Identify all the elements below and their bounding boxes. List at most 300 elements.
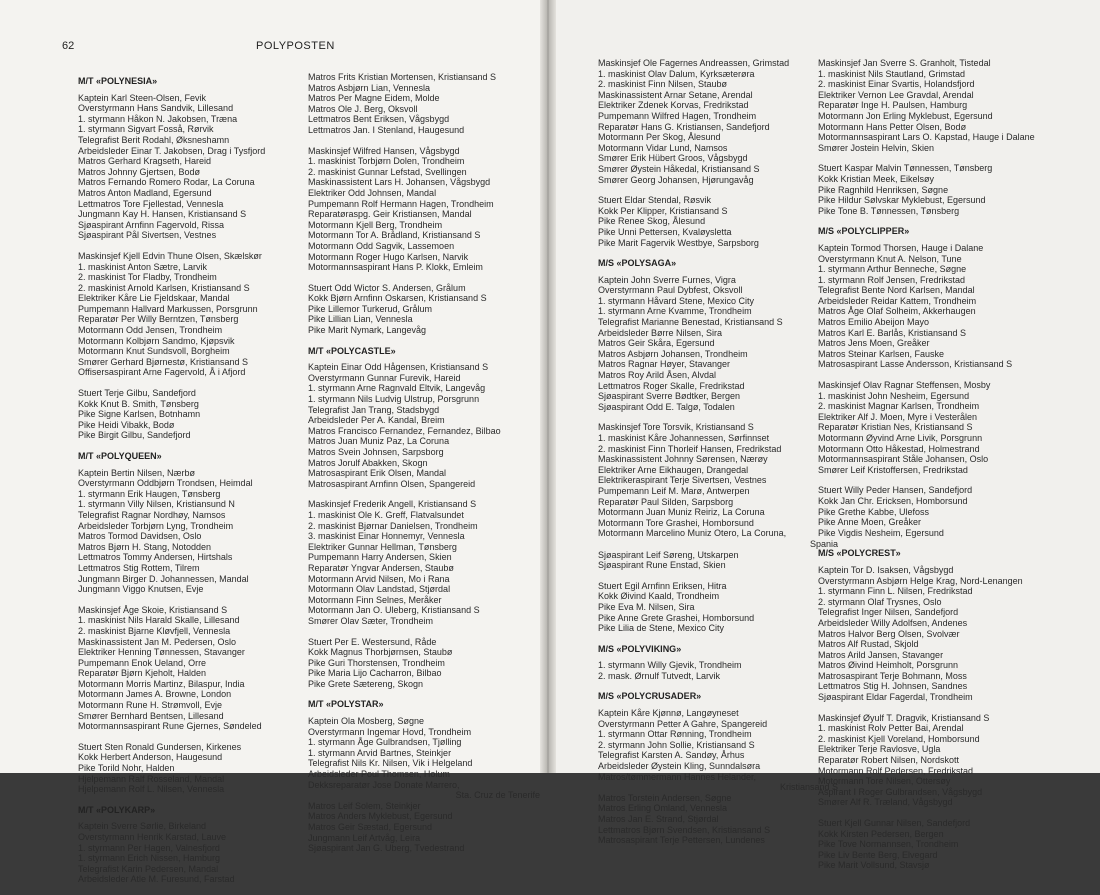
left-column-1 [78, 74, 296, 895]
crew-block [308, 499, 540, 626]
crew-entry: Sjøaspirant Eldar Fagerdal, Trondheim [818, 692, 973, 703]
crew-entry: Pike Unni Pettersen, Kvaløysletta [598, 226, 732, 237]
crew-block [78, 93, 296, 241]
crew-entry: Matros Asbjørn Lian, Vennesla [308, 82, 431, 93]
crew-entry: Elektriker Alf J. Moen, Myre i Vesterålen [818, 411, 978, 422]
crew-entry: Lettmatros Roger Skalle, Fredrikstad [598, 380, 745, 391]
ship-section [308, 346, 540, 690]
crew-entry: Kaptein Bertin Nilsen, Nærbø [78, 467, 196, 478]
crew-entry: Matros Leif Solem, Steinkjer [308, 800, 421, 811]
crew-entry: Maskinsjef Wilfred Hansen, Vågsbygd [308, 145, 460, 156]
page-number: 62 [62, 40, 75, 52]
crew-entry: 3. maskinist Einar Honnemyr, Vennesla [308, 531, 465, 542]
crew-entry: Kokk Bjørn Arnfinn Oskarsen, Kristiansand S [308, 293, 487, 304]
crew-entry: Smører Erik Hübert Groos, Vågsbygd [598, 153, 748, 164]
crew-entry: Reparatør Yngvar Andersen, Staubø [308, 562, 454, 573]
crew-entry: 1. maskinist Torbjørn Dolen, Trondheim [308, 156, 465, 167]
crew-entry: Lettmatros Bjørn Svendsen, Kristiansand S [598, 824, 771, 835]
crew-block [78, 468, 296, 595]
crew-entry: Maskinsjef Øyulf T. Dragvik, Kristiansand S [818, 712, 990, 723]
crew-entry: Maskinsjef Frederik Angell, Kristiansand S [308, 499, 477, 510]
crew-entry: 1. styrmann Arvid Bartnes, Steinkjer [308, 747, 452, 758]
crew-entry: Maskinsjef Tore Torsvik, Kristiansand S [598, 422, 754, 433]
crew-entry: Pike Grethe Kabbe, Ulefoss [818, 506, 930, 517]
crew-entry: Pumpemann Enok Ueland, Orre [78, 657, 207, 668]
ship-section [78, 805, 296, 885]
crew-block [308, 716, 540, 854]
crew-entry: Reparatør Kristian Nes, Kristiansand S [818, 422, 973, 433]
ship-heading: M/T «POLYQUEEN» [78, 451, 162, 461]
crew-entry: 1. maskinist Nils Stautland, Grimstad [818, 68, 966, 79]
crew-entry: Pike Torild Nohr, Halden [78, 763, 175, 774]
crew-entry: Motormannsaspirant Ståle Johansen, Oslo [818, 454, 989, 465]
crew-entry: Pike Vigdis Nesheim, Egersund [818, 527, 944, 538]
crew-entry: Lettmatros Tore Fjellestad, Vennesla [78, 198, 224, 209]
crew-entry: Motormann Olav Landstad, Stjørdal [308, 584, 451, 595]
ship-section [78, 451, 296, 795]
crew-entry: Maskinsjef Jan Sverre S. Granholt, Tistedal [818, 58, 991, 68]
crew-entry: Pike Lilia de Stene, Mexico City [598, 623, 725, 634]
crew-entry: 1. styrmann Erik Haugen, Tønsberg [78, 488, 221, 499]
crew-entry: Smører Olav Sæter, Trondheim [308, 615, 434, 626]
crew-entry: Kaptein John Sverre Furnes, Vigra [598, 274, 736, 285]
crew-entry: Stuert Kaspar Malvin Tønnessen, Tønsberg [818, 163, 993, 174]
crew-entry: Motormann Otto Håkestad, Holmestrand [818, 443, 980, 454]
crew-entry: Reparatøraspg. Geir Kristiansen, Mandal [308, 209, 472, 220]
crew-entry: Aspirant I Roger Gulbrandsen, Vågsbygd [818, 786, 983, 797]
crew-entry: Matrosaspirant Arnfinn Olsen, Spangereid [308, 478, 476, 489]
crew-entry: 2. maskinist Tor Fladby, Trondheim [78, 272, 217, 283]
crew-entry: Matrosaspirant Lasse Andersson, Kristiansand S [818, 359, 1013, 370]
crew-entry: Sjøaspirant Pål Sivertsen, Vestnes [78, 230, 217, 241]
crew-entry: Reparatør Robert Nilsen, Nordskott [818, 755, 960, 766]
crew-entry: Matros Asbjørn Johansen, Trondheim [598, 348, 748, 359]
crew-entry: Motormann Odd Jensen, Trondheim [78, 325, 223, 336]
crew-entry: Matrosaspirant Terje Bohmann, Moss [818, 670, 967, 681]
crew-entry: Matros Svein Johnsen, Sarpsborg [308, 447, 444, 457]
ship-section [598, 58, 838, 248]
crew-entry: Motormann Hans Petter Olsen, Bodø [818, 121, 967, 132]
crew-entry: Sjøaspirant Leif Søreng, Utskarpen [598, 549, 739, 560]
crew-entry: Reparatør Bjørn Kjeholt, Halden [78, 668, 207, 679]
crew-entry: Lettmatros Stig Rottem, Tilrem [78, 562, 200, 573]
crew-entry: 2. maskinist Arnold Karlsen, Kristiansand S [78, 282, 250, 293]
crew-entry: Maskinassistent Arnar Setane, Arendal [598, 89, 753, 100]
crew-entry: Matros Jorulf Abakken, Skogn [308, 457, 428, 468]
ship-heading: M/S «POLYSAGA» [598, 258, 677, 269]
crew-entry: Matros Per Magne Eidem, Molde [308, 93, 440, 104]
crew-entry: Sjøaspirant Jan G. Uberg, Tvedestrand [308, 843, 465, 854]
crew-entry: Kaptein Sverre Sørlie, Birkeland [78, 821, 207, 832]
crew-block [818, 485, 1068, 538]
crew-entry: Arbeidsleder Øystein Kling, Sunndalsøra [598, 761, 761, 772]
crew-block [598, 275, 838, 413]
crew-entry: Pike Maria Lijo Cacharron, Bilbao [308, 668, 442, 679]
right-column-1 [598, 58, 838, 856]
crew-entry: Sjøaspirant Arnfinn Fagervold, Rissa [78, 219, 225, 230]
crew-entry: 1. maskinist Anton Sætre, Larvik [78, 261, 208, 272]
crew-entry: Maskinsjef Ole Fagernes Andreassen, Grimstad [598, 58, 790, 68]
crew-entry: Motormann Jan O. Uleberg, Kristiansand S [308, 605, 480, 616]
crew-entry: Kokk Magnus Thorbjørnsen, Staubø [308, 647, 453, 658]
crew-entry: Kaptein Tormod Thorsen, Hauge i Dalane [818, 242, 984, 253]
left-page [0, 0, 546, 885]
crew-entry: 2. maskinist Bjørnar Danielsen, Trondheim [308, 520, 478, 531]
crew-entry: Lettmatros Stig H. Johnsen, Sandnes [818, 681, 968, 692]
crew-entry: 1. styrmann Nils Ludvig Ulstrup, Porsgrunn [308, 394, 480, 405]
crew-block [818, 565, 1068, 703]
crew-entry: Offisersaspirant Arne Fagervold, Å i Afjord [78, 367, 246, 378]
crew-entry: Lettmatros Tommy Andersen, Hirtshals [78, 552, 233, 563]
crew-entry: Matros Øivind Heimholt, Porsgrunn [818, 660, 959, 671]
ship-heading: M/S «POLYCRUSADER» [598, 691, 702, 702]
crew-entry: 2. styrmann Olaf Trysnes, Oslo [818, 596, 942, 607]
crew-entry: Matros Ole J. Berg, Oksvoll [308, 103, 418, 114]
crew-entry: 1. styrmann Arthur Benneche, Søgne [818, 264, 967, 275]
crew-entry: Elektriker Vernon Lee Gravdal, Arendal [818, 89, 974, 100]
ship-heading: M/S «POLYVIKING» [598, 643, 682, 654]
crew-entry: Sjøaspirant Sverre Bødtker, Bergen [598, 391, 741, 402]
crew-entry: Matros Francisco Fernandez, Fernandez, Bilbao [308, 425, 501, 436]
crew-entry: Arbeidsleder Einar T. Jakobsen, Drag i Tysfjord [78, 145, 266, 156]
crew-block [818, 58, 1068, 153]
crew-entry: 1. styrmann Arne Ragnvald Eltvik, Langevåg [308, 383, 486, 394]
crew-entry: Pike Liv Bente Berg, Elvegard [818, 849, 938, 860]
crew-entry: Motormann Vidar Lund, Namsos [598, 142, 728, 153]
crew-entry: Reparatør Paul Silden, Sarpsborg [598, 496, 734, 507]
crew-entry: Pumpemann Rolf Hermann Hagen, Trondheim [308, 198, 494, 209]
crew-entry: Motormann Jon Erling Myklebust, Egersund [818, 110, 993, 121]
ship-section [598, 258, 838, 634]
crew-entry: 1. maskinist Nils Harald Skalle, Lillesand [78, 615, 240, 626]
crew-block [598, 422, 838, 570]
crew-entry: Matros Erling Omland, Vennesla [598, 803, 728, 814]
crew-entry: Stuert Eldar Stendal, Røsvik [598, 195, 712, 206]
crew-entry: Pumpemann Wilfred Hagen, Trondheim [598, 110, 757, 121]
crew-entry: Motormann Knut Sundsvoll, Borgheim [78, 346, 230, 357]
crew-entry: Motormann Per Skog, Ålesund [598, 132, 721, 143]
crew-entry: Matros/tømmermann Hannes Helander, [598, 771, 757, 782]
crew-block [78, 251, 296, 378]
crew-entry: Telegrafist Karsten A. Sandøy, Århus [598, 750, 745, 761]
crew-entry: Overstyrmann Ingemar Hovd, Trondheim [308, 726, 472, 737]
crew-entry: Kokk Kristian Meek, Eikelsøy [818, 173, 935, 184]
crew-entry: Telegrafist Karin Pedersen, Mandal [78, 863, 219, 874]
crew-entry: Elektriker Terje Ravlosve, Ugla [818, 744, 941, 755]
crew-entry: Pumpemann Leif M. Marø, Antwerpen [598, 485, 750, 496]
crew-entry: 1. styrmann Arne Kvamme, Trondheim [598, 306, 752, 317]
crew-block [818, 163, 1068, 216]
crew-entry: Elektriker Gunnar Hellman, Tønsberg [308, 541, 457, 552]
crew-entry: Overstyrmann Asbjørn Helge Krag, Nord-Lenangen [818, 575, 1023, 586]
crew-entry: Stuert Terje Gilbu, Sandefjord [78, 388, 196, 399]
crew-entry: 1. maskinist Kåre Johannessen, Sørfinnset [598, 433, 770, 443]
ship-heading: M/T «POLYCASTLE» [308, 345, 396, 356]
crew-entry: Elektriker Zdenek Korvas, Fredrikstad [598, 100, 749, 111]
crew-entry: Elektriker Henning Tønnessen, Stavanger [78, 647, 245, 658]
crew-entry: Motormann Morris Martinz, Bilaspur, India [78, 678, 245, 689]
crew-entry: Matros Steinar Karlsen, Fauske [818, 348, 945, 359]
crew-entry: Matros Åge Olaf Solheim, Akkerhaugen [818, 306, 976, 317]
crew-entry: Kokk Herbert Anderson, Haugesund [78, 752, 223, 763]
crew-entry: Hjelpemann Ralf Rosseland, Mandal [78, 773, 225, 784]
crew-entry: Arbeidsleder Poul Thomsen, Holum [308, 769, 450, 780]
crew-block [78, 821, 296, 885]
crew-entry: Overstyrmann Oddbjørn Trondsen, Heimdal [78, 478, 253, 489]
crew-entry: 2. maskinist Finn Thorleif Hansen, Fredrikstad [598, 443, 782, 454]
crew-entry: Motormann James A. Browne, London [78, 689, 232, 700]
crew-entry: Motormannsaspirant Lars O. Kapstad, Hauge i Dalane [818, 132, 1035, 143]
crew-entry: Stuert Odd Wictor S. Andersen, Grålum [308, 282, 466, 293]
crew-entry: 1. styrmann Sigvart Fosså, Rørvik [78, 124, 214, 135]
crew-entry: Stuert Per E. Westersund, Råde [308, 636, 437, 647]
crew-entry: Pike Guri Thorstensen, Trondheim [308, 657, 445, 668]
crew-entry: Stuert Willy Peder Hansen, Sandefjord [818, 485, 973, 496]
crew-entry: Overstyrmann Hans Sandvik, Lillesand [78, 103, 234, 114]
crew-entry: Overstyrmann Knut A. Nelson, Tune [818, 253, 962, 264]
crew-entry: Matros Geir Sæstad, Egersund [308, 822, 433, 832]
crew-entry: Motormann Rolf Pedersen, Fredrikstad [818, 765, 974, 776]
ship-heading: M/T «POLYKARP» [78, 804, 156, 815]
crew-entry: Matros Tormod Davidsen, Oslo [78, 531, 202, 542]
crew-entry: Maskinassistent Johnny Sørensen, Nærøy [598, 454, 768, 465]
crew-entry: Pike Lillian Lian, Vennesla [308, 314, 413, 325]
crew-entry: 2. styrmann John Sollie, Kristiansand S [598, 739, 755, 750]
crew-entry: Arbeidsleder Torbjørn Lyng, Trondheim [78, 520, 234, 531]
crew-entry: Matros Gerhard Kragseth, Hareid [78, 156, 212, 167]
crew-entry: Kaptein Einar Odd Hågensen, Kristiansand S [308, 362, 489, 373]
crew-entry: Motormann Roger Hugo Karlsen, Narvik [308, 251, 469, 262]
crew-entry: Pike Heidi Vibakk, Bodø [78, 419, 175, 430]
crew-entry: Smører Øystein Håkedal, Kristiansand S [598, 163, 760, 174]
crew-entry: Pike Tove Normannsen, Trondheim [818, 839, 959, 850]
crew-entry: Matros Anders Myklebust, Egersund [308, 811, 453, 822]
crew-entry: Pike Grete Sætereng, Skogn [308, 678, 424, 689]
crew-entry: Matros Johnny Gjertsen, Bodø [78, 166, 201, 177]
crew-entry: Matrosaspirant Terje Pettersen, Lundenes [598, 835, 765, 846]
crew-block [598, 708, 838, 846]
ship-section [598, 691, 838, 845]
crew-block [598, 581, 838, 634]
crew-entry: Motormann Arvid Nilsen, Mo i Rana [308, 573, 450, 584]
crew-entry: 1. styrmann Villy Nilsen, Kristiansund N [78, 499, 235, 510]
crew-entry: Jungmann Birger D. Johannessen, Mandal [78, 573, 249, 584]
crew-entry: Jungmann Kay H. Hansen, Kristiansand S [78, 209, 247, 220]
crew-entry: Pumpemann Hallvard Markussen, Porsgrunn [78, 303, 258, 314]
ship-heading: M/S «POLYCLIPPER» [818, 226, 910, 237]
crew-entry: Matros Fernando Romero Rodar, La Coruna [78, 177, 255, 188]
crew-block [78, 742, 296, 795]
crew-entry: Lettmatros Jan. I Stenland, Haugesund [308, 124, 465, 135]
crew-block [598, 58, 838, 185]
crew-entry: Maskinsjef Åge Skoie, Kristiansand S [78, 604, 228, 615]
crew-entry: Overstyrmann Gunnar Furevik, Hareid [308, 372, 461, 383]
crew-entry: Kokk Jan Chr. Ericksen, Homborsund [818, 495, 968, 506]
crew-entry: Arbeidsleder Atle M. Furesund, Farstad [78, 874, 235, 885]
crew-entry: Smører Bernhard Bentsen, Lillesand [78, 710, 224, 721]
crew-block [598, 660, 838, 681]
crew-entry: 1. styrmann Håkon N. Jakobsen, Træna [78, 113, 238, 124]
crew-entry: Telegrafist Jan Trang, Stadsbygd [308, 404, 440, 415]
crew-entry: Pike Tone B. Tønnessen, Tønsberg [818, 205, 960, 216]
crew-entry: Pike Anne Moen, Greåker [818, 517, 922, 528]
crew-entry: Pike Marit Nymark, Langevåg [308, 325, 427, 336]
crew-entry: Kokk Per Klipper, Kristiansand S [598, 205, 728, 216]
crew-entry: Overstyrmann Paul Dybfest, Oksvoll [598, 285, 743, 296]
crew-entry: Maskinsjef Olav Ragnar Steffensen, Mosby [818, 380, 991, 391]
crew-entry: Sjøaspirant Rune Enstad, Skien [598, 560, 726, 571]
crew-entry: Smører Leif Kristoffersen, Fredrikstad [818, 464, 968, 475]
crew-entry: Kokk Kirsten Pedersen, Bergen [818, 828, 944, 839]
crew-entry: Pike Marit Vollsund, Stavsjø [818, 860, 930, 871]
right-column-2 [818, 58, 1068, 881]
crew-entry: 1. styrmann Rolf Jensen, Fredrikstad [818, 274, 966, 285]
crew-entry: Smører Alf R. Træland, Vågsbygd [818, 797, 953, 808]
crew-entry: 2. maskinist Einar Svartis, Holandsfjord [818, 79, 975, 90]
crew-entry: Kaptein Ola Mosberg, Søgne [308, 716, 425, 727]
crew-entry: Matros Emilio Abeijon Mayo [818, 317, 930, 328]
crew-entry: 1. styrmann Åge Gulbrandsen, Tjølling [308, 737, 462, 748]
crew-entry: Kaptein Karl Steen-Olsen, Fevik [78, 92, 207, 103]
crew-entry: Kristiansand S [779, 782, 838, 793]
crew-entry: 2. maskinist Bjarne Kløvfjell, Vennesla [78, 625, 231, 636]
crew-entry: Smører Gerhard Bjørnestø, Kristiansand S [78, 356, 249, 367]
crew-entry: Motormannsaspirant Rune Gjernes, Søndeled [78, 721, 262, 732]
ship-heading: M/T «POLYSTAR» [308, 699, 384, 710]
crew-entry: Elektriker Arne Eikhaugen, Drangedal [598, 464, 749, 475]
crew-block [308, 146, 540, 273]
crew-entry: Motormann Rune H. Strømvoll, Evje [78, 700, 223, 711]
ship-section [78, 76, 296, 441]
crew-entry: Elektriker Odd Johnsen, Mandal [308, 187, 437, 198]
crew-entry: Matros Anton Madland, Egersund [78, 187, 212, 198]
crew-entry: Maskinassistent Jan M. Pedersen, Oslo [78, 636, 237, 647]
crew-block [818, 713, 1068, 808]
crew-entry: Stuert Kjell Gunnar Nilsen, Sandefjord [818, 818, 971, 828]
left-column-2 [308, 72, 540, 864]
crew-entry: Pike Marit Fagervik Westbye, Sarpsborg [598, 237, 759, 248]
crew-block [598, 195, 838, 248]
crew-entry: 2. maskinist Kjell Voreland, Homborsund [818, 733, 980, 744]
crew-block [818, 818, 1068, 871]
crew-entry: Matros Ragnar Høyer, Stavanger [598, 359, 731, 370]
crew-entry: Smører Jostein Helvin, Skien [818, 142, 935, 153]
crew-entry: Telegrafist Inger Nilsen, Sandefjord [818, 607, 959, 618]
crew-entry: Kokk Knut B. Smith, Tønsberg [78, 398, 199, 409]
crew-entry: Matros Frits Kristian Mortensen, Kristiansand S [308, 72, 497, 82]
crew-entry: Jungmann Viggo Knutsen, Evje [78, 584, 204, 595]
crew-entry: Motormann Kjell Berg, Trondheim [308, 219, 443, 230]
crew-entry: Kokk Øivind Kaald, Trondheim [598, 591, 720, 602]
ship-heading: M/T «POLYNESIA» [78, 76, 158, 86]
crew-block [818, 380, 1068, 475]
crew-entry: Matros Geir Skåra, Egersund [598, 338, 715, 349]
crew-entry: Pike Birgit Gilbu, Sandefjord [78, 430, 191, 441]
crew-block [78, 388, 296, 441]
crew-block [308, 362, 540, 489]
ship-heading: M/S «POLYCREST» [818, 548, 901, 559]
crew-entry: Motormann Odd Sagvik, Lassemoen [308, 240, 455, 251]
crew-entry: Kaptein Tor D. Isaksen, Vågsbygd [818, 564, 954, 575]
crew-entry: Elektrikeraspirant Terje Sivertsen, Vestnes [598, 475, 767, 486]
crew-entry: Motormann Tore Nilsen, Ottersøy [818, 776, 951, 787]
ship-section [818, 226, 1068, 538]
crew-entry: Pike Signe Karlsen, Botnhamn [78, 409, 201, 420]
crew-entry: 1. styrmann Ottar Rønning, Trondheim [598, 729, 752, 740]
crew-entry: Maskinsjef Kjell Edvin Thune Olsen, Skælskør [78, 250, 262, 261]
crew-entry: 2. maskinist Finn Nilsen, Staubø [598, 79, 728, 90]
crew-entry: Jungmann Leif Artvåg, Leira [308, 832, 421, 843]
crew-entry: 1. styrmann Per Hagen, Valnesfjord [78, 842, 220, 853]
crew-entry: Motormann Tore Grashei, Homborsund [598, 517, 754, 528]
crew-entry: Motormannsaspirant Hans P. Klokk, Emleim [308, 262, 483, 273]
book-gutter [540, 0, 556, 773]
crew-entry: Elektriker Kåre Lie Fjeldskaar, Mandal [78, 293, 230, 304]
crew-block [308, 72, 540, 136]
crew-entry: Motormann Juan Muniz Reiriz, La Coruna [598, 507, 765, 518]
crew-entry: Smører Georg Johansen, Hjørungavåg [598, 174, 754, 185]
crew-entry: 2. maskinist Magnar Karlsen, Trondheim [818, 401, 980, 412]
ship-section [598, 644, 838, 682]
ship-section [818, 58, 1068, 216]
crew-entry: Matros Karl E. Barlås, Kristiansand S [818, 327, 967, 338]
crew-block [308, 283, 540, 336]
crew-entry: Pike Eva M. Nilsen, Sira [598, 601, 695, 612]
crew-entry: Pumpemann Harry Andersen, Skien [308, 552, 452, 563]
crew-block [308, 637, 540, 690]
crew-entry: Telegrafist Berit Rodahl, Øksneshamn [78, 134, 230, 145]
crew-entry: Motormann Kolbjørn Sandmo, Kjøpsvik [78, 335, 235, 346]
crew-entry: 1. styrmann Willy Gjevik, Trondheim [598, 660, 742, 671]
crew-entry: Matros Jan E. Strand, Stjørdal [598, 814, 719, 824]
crew-entry: Matros Juan Muniz Paz, La Coruna [308, 436, 450, 447]
crew-entry: Motormann Øyvind Arne Livik, Porsgrunn [818, 433, 983, 443]
crew-entry: 1. styrmann Håvard Stene, Mexico City [598, 295, 755, 306]
crew-entry: Stuert Sten Ronald Gundersen, Kirkenes [78, 741, 242, 752]
crew-entry: Pike Hildur Sølvskar Myklebust, Egersund [818, 195, 986, 206]
crew-entry: Arbeidsleder Per A. Kandal, Breim [308, 415, 445, 426]
crew-entry: Motormann Tor A. Brådland, Kristiansand S [308, 230, 481, 241]
crew-entry: Telegrafist Bente Nord Karlsen, Mandal [818, 285, 975, 296]
crew-entry: Matros Alf Rustad, Skjold [818, 639, 919, 650]
crew-entry: Overstyrmann Henrik Karstad, Lauve [78, 832, 227, 842]
crew-entry: Reparatør Hans G. Kristiansen, Sandefjord [598, 121, 770, 132]
crew-entry: 1. maskinist John Nesheim, Egersund [818, 390, 970, 401]
crew-entry: Telegrafist Nils Kr. Nilsen, Vik i Helgeland [308, 758, 473, 769]
crew-entry: Pike Renee Skog, Ålesund [598, 216, 706, 227]
crew-entry: 2. mask. Ørnulf Tutvedt, Larvik [598, 670, 721, 681]
crew-entry: Pike Lillemor Turkerud, Grålum [308, 303, 433, 314]
crew-entry: 1. styrmann Finn L. Nilsen, Fredrikstad [818, 586, 973, 597]
crew-entry: Reparatør Per Willy Berntzen, Tønsberg [78, 314, 239, 325]
crew-entry: Matros Roy Arild Åsen, Alvdal [598, 370, 717, 381]
crew-entry: Kaptein Kåre Kjønnø, Langøyneset [598, 708, 739, 719]
crew-entry: 1. maskinist Olav Dalum, Kyrksæterøra [598, 68, 755, 79]
crew-entry: Matros Jens Moen, Greåker [818, 338, 930, 349]
crew-entry: 1. styrmann Erich Nissen, Hamburg [78, 853, 221, 864]
crew-entry: Sjøaspirant Odd E. Talgø, Todalen [598, 401, 735, 412]
crew-block [818, 243, 1068, 370]
crew-entry: Telegrafist Marianne Benestad, Kristiansand S [598, 317, 783, 328]
crew-entry: 1. maskinist Rolv Petter Bai, Arendal [818, 723, 964, 734]
crew-entry: Arbeidsleder Reidar Kattem, Trondheim [818, 295, 977, 306]
crew-entry: Telegrafist Ragnar Nordhøy, Namsos [78, 509, 226, 520]
crew-entry: Matros Halvor Berg Olsen, Svolvær [818, 628, 960, 639]
crew-entry: 1. maskinist Ole K. Greff, Flatvalsundet [308, 509, 464, 520]
crew-entry: Pike Anne Grete Grashei, Homborsund [598, 612, 755, 623]
crew-block [78, 605, 296, 732]
right-page [550, 0, 1100, 871]
